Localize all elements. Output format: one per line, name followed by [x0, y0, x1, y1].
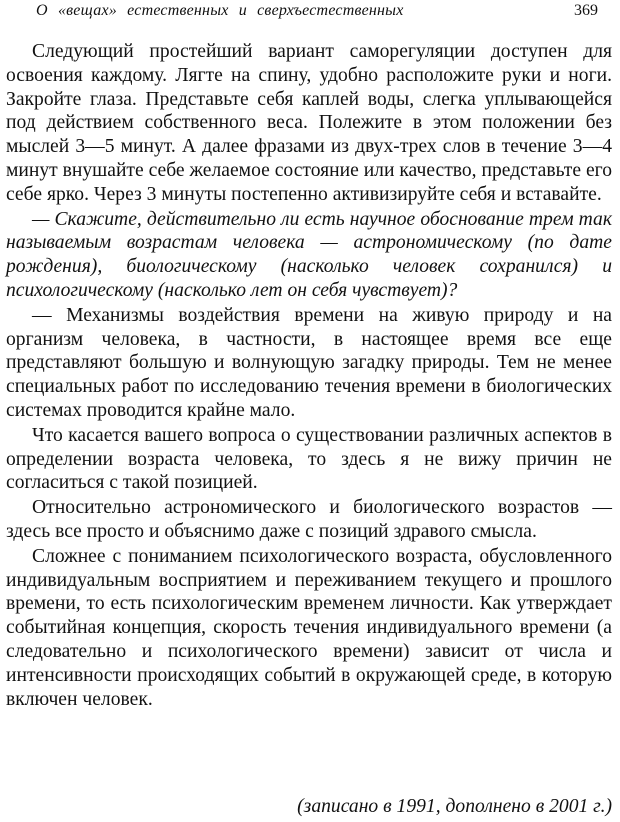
body-text — [6, 40, 612, 711]
paragraph-answer-aspects: Что касается вашего вопроса о существовании различных аспектов в определении возраста человека, то здесь я не вижу причин не согласиться с такой позицией. — [6, 424, 612, 494]
paragraph-answer-astro-bio: Относительно астрономического и биологического возрастов — здесь все просто и объяснимо даже с позиций здравого смысла. — [6, 497, 612, 542]
dated-signature: (записано в 1991, дополнено в 2001 г.) — [297, 796, 612, 817]
paragraph-question: — Скажите, действительно ли есть научное обоснование трем так называемым возрастам человека — астрономическому (по дате рождения), биологическому (насколько человек сохранился) и психологическому (насколько лет он себя чувствует)? — [6, 208, 612, 301]
page-header — [0, 2, 620, 24]
paragraph-self-regulation: Следующий простейший вариант саморегуляции доступен для освоения каждому. Лягте на спину, удобно расположите руки и ноги. Закройте глаза. Представьте себя каплей воды, слегка уплывающейся под действием собственного веса. Полежите в этом положении без мыслей 3—5 минут. А далее фразами из двух-трех слов в течение 3—4 минут внушайте себе желаемое состояние или качество, представьте его себе ярко. Через 3 минуты постепенно активизируйте себя и вставайте. — [6, 41, 613, 205]
paragraph-answer-mechanisms: — Механизмы воздействия времени на живую природу и на организм человека, в частности, в настоящее время все еще представляют большую и волнующую загадку природы. Тем не менее специальных работ по исследованию течения времени в биологических системах проводится крайне мало. — [6, 304, 612, 421]
running-head: О «вещах» естественных и сверхъестественных — [36, 2, 404, 19]
page-number: 369 — [574, 2, 598, 19]
paragraph-answer-psychological: Сложнее с пониманием психологического возраста, обусловленного индивидуальным восприятием и переживанием текущего и прошлого времени, то есть психологическим временем личности. Как утверждает событийная концепция, скорость течения индивидуального времени (а следовательно и психологического времени) зависит от числа и интенсивности происходящих событий в окружающей среде, в которую включен человек. — [6, 545, 612, 710]
